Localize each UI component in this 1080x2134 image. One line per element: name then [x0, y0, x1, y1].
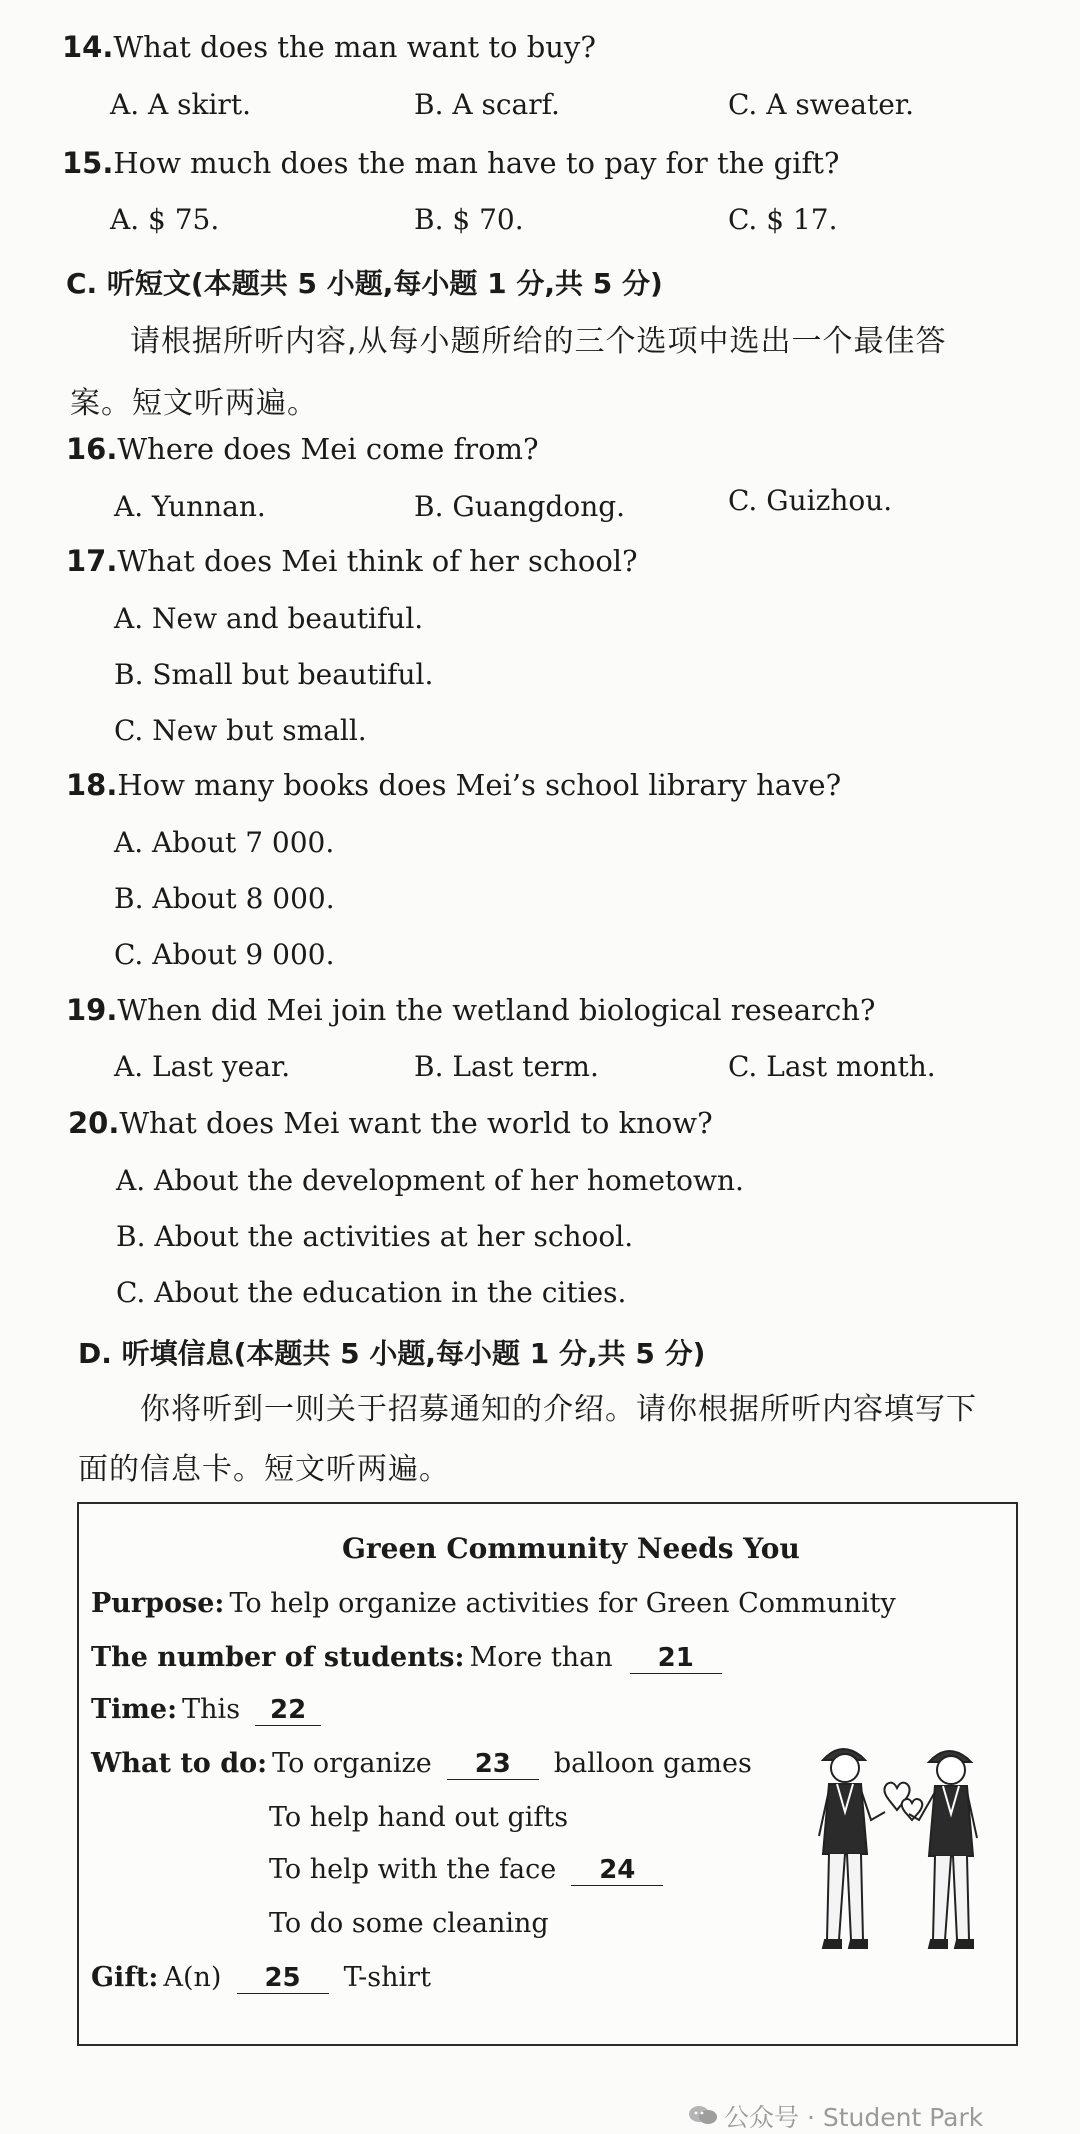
question-text: What does Mei think of her school? — [117, 544, 638, 578]
students-row — [91, 1642, 722, 1674]
time-label: Time: — [91, 1694, 178, 1725]
question-text: What does the man want to buy? — [113, 30, 596, 64]
time-row — [91, 1694, 321, 1726]
section-c-title: C. 听短文(本题共 5 小题,每小题 1 分,共 5 分) — [66, 267, 663, 300]
option-a: A. Last year. — [114, 1050, 291, 1083]
option-b: B. A scarf. — [414, 88, 560, 121]
option-c: C. About 9 000. — [114, 938, 335, 971]
todo-row-1 — [91, 1748, 752, 1780]
question-18 — [66, 768, 841, 802]
option-a: A. New and beautiful. — [114, 602, 424, 635]
option-c: C. Guizhou. — [728, 484, 893, 517]
gift-post: T-shirt — [343, 1962, 431, 1993]
todo-row-4: To do some cleaning — [269, 1908, 549, 1939]
blank-23[interactable]: 23 — [447, 1749, 539, 1780]
option-b: B. Guangdong. — [414, 490, 626, 523]
time-text: This — [182, 1694, 241, 1725]
todo-1-post: balloon games — [553, 1748, 752, 1779]
question-text: How much does the man have to pay for the gift? — [113, 146, 840, 180]
question-16 — [66, 432, 539, 466]
question-number: 16. — [66, 432, 118, 466]
option-c: C. About the education in the cities. — [116, 1276, 627, 1309]
option-a: A. A skirt. — [110, 88, 251, 121]
question-19 — [66, 993, 875, 1027]
option-b: B. Last term. — [414, 1050, 599, 1083]
option-b: B. About 8 000. — [114, 882, 335, 915]
todo-label: What to do: — [91, 1748, 268, 1779]
blank-24[interactable]: 24 — [571, 1855, 663, 1886]
question-number: 15. — [62, 146, 114, 180]
blank-21[interactable]: 21 — [630, 1643, 722, 1674]
card-title: Green Community Needs You — [342, 1532, 800, 1565]
todo-1-pre: To organize — [272, 1748, 432, 1779]
option-b: B. About the activities at her school. — [116, 1220, 634, 1253]
question-number: 18. — [66, 768, 118, 802]
question-text: When did Mei join the wetland biological research? — [117, 993, 876, 1027]
section-d-instruction-1: 你将听到一则关于招募通知的介绍。请你根据所听内容填写下 — [140, 1392, 977, 1427]
students-label: The number of students: — [91, 1642, 465, 1673]
option-b: B. Small but beautiful. — [114, 658, 434, 691]
gift-row — [91, 1962, 431, 1994]
students-text: More than — [469, 1642, 613, 1673]
students-illustration — [799, 1736, 999, 1966]
option-a: A. Yunnan. — [114, 490, 266, 523]
option-b: B. $ 70. — [414, 203, 524, 236]
question-20 — [68, 1106, 713, 1140]
section-c-instruction-1: 请根据所听内容,从每小题所给的三个选项中选出一个最佳答 — [130, 324, 947, 359]
todo-row-3 — [269, 1854, 663, 1886]
todo-row-2: To help hand out gifts — [269, 1802, 569, 1833]
question-text: How many books does Mei’s school library have? — [117, 768, 842, 802]
option-c: C. A sweater. — [728, 88, 914, 121]
watermark-text: 公众号 · Student Park — [724, 2103, 984, 2132]
section-d-title: D. 听填信息(本题共 5 小题,每小题 1 分,共 5 分) — [78, 1337, 706, 1370]
question-14 — [62, 30, 596, 64]
info-card — [77, 1502, 1018, 2046]
option-a: A. About 7 000. — [114, 826, 335, 859]
question-number: 14. — [62, 30, 114, 64]
section-c-instruction-2: 案。短文听两遍。 — [70, 386, 318, 421]
purpose-text: To help organize activities for Green Community — [229, 1588, 896, 1619]
option-c: C. New but small. — [114, 714, 367, 747]
todo-3-pre: To help with the face — [269, 1854, 557, 1885]
gift-label: Gift: — [91, 1962, 159, 1993]
question-17 — [66, 544, 638, 578]
section-d-instruction-2: 面的信息卡。短文听两遍。 — [78, 1452, 450, 1487]
question-number: 20. — [68, 1106, 120, 1140]
option-c: C. Last month. — [728, 1050, 936, 1083]
option-c: C. $ 17. — [728, 203, 838, 236]
question-15 — [62, 146, 839, 180]
question-number: 19. — [66, 993, 118, 1027]
purpose-label: Purpose: — [91, 1588, 225, 1619]
gift-pre: A(n) — [163, 1962, 222, 1993]
option-a: A. $ 75. — [110, 203, 220, 236]
blank-25[interactable]: 25 — [237, 1963, 329, 1994]
purpose-row — [91, 1588, 896, 1619]
question-number: 17. — [66, 544, 118, 578]
option-a: A. About the development of her hometown. — [116, 1164, 744, 1197]
question-text: What does Mei want the world to know? — [119, 1106, 713, 1140]
blank-22[interactable]: 22 — [255, 1695, 321, 1726]
wechat-icon — [688, 2104, 718, 2126]
question-text: Where does Mei come from? — [117, 432, 539, 466]
